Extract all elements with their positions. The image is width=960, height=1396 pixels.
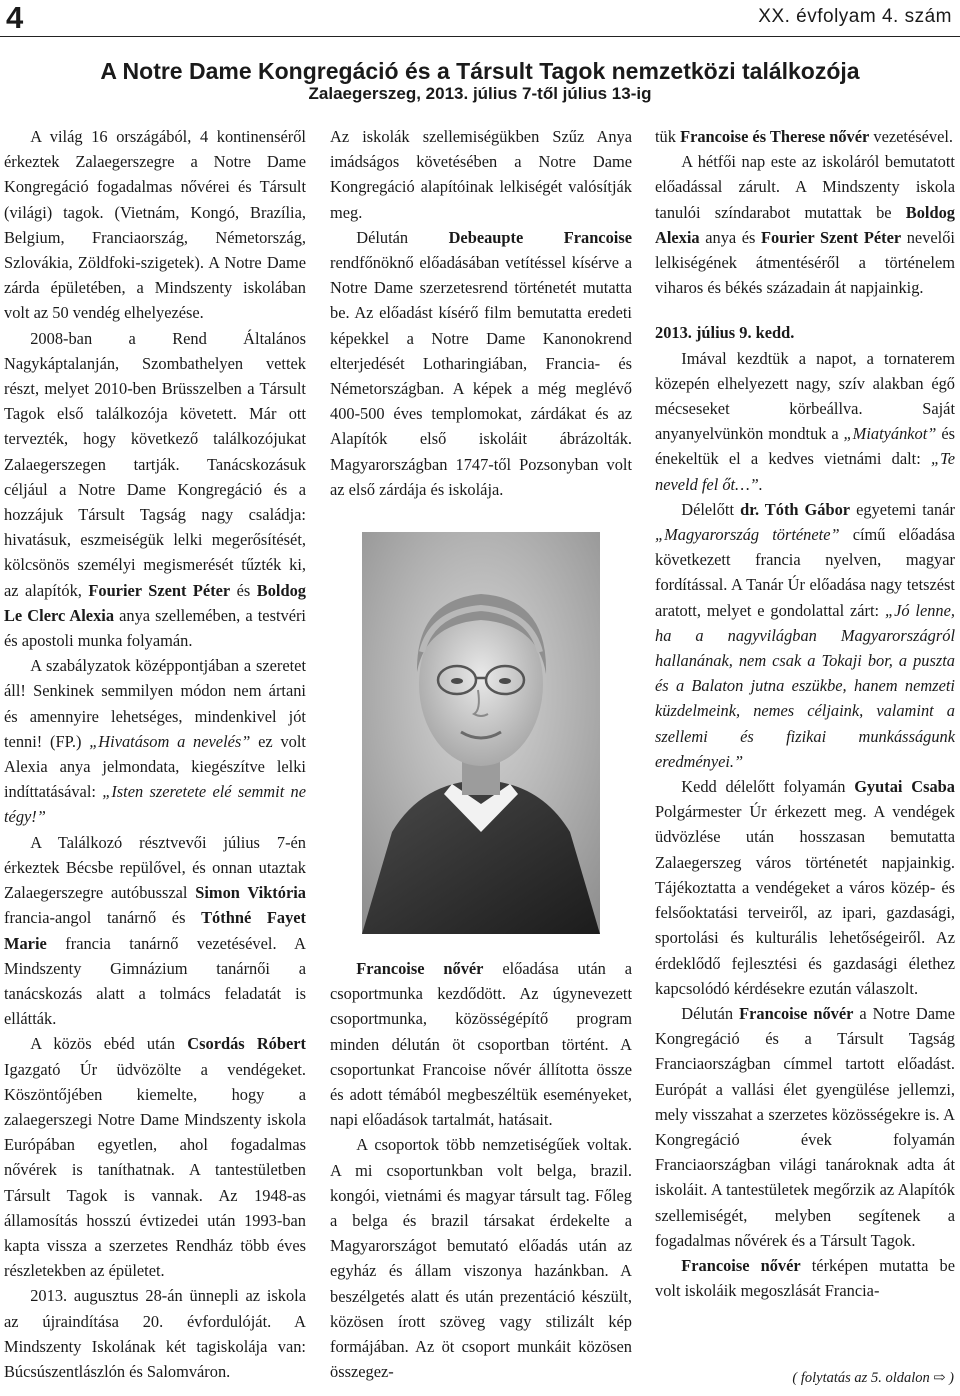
page-number: 4 [6, 0, 24, 35]
paragraph: Francoise nővér térképen mutatta be volt iskoláik megoszlását Francia- [655, 1255, 955, 1301]
paragraph: Imával kezdtük a napot, a tornaterem közepén elhelyezett nagy, szív alakban égő mécseseket körbeállva. Saját anyanyelvünkön mondtuk a „Miatyánkot” és énekeltük el a kedves vietnámi dalt: „Te neveld fel őt…”. [655, 348, 955, 494]
paragraph: A közös ebéd után Csordás Róbert Igazgató Úr üdvözölte a vendégeket. Köszöntőjében kiemelte, hogy a zalaegerszegi Notre Dame Mindszenty iskola Európában egyetlen, ahol fogadalmas nővérek is taníthatnak. A tantestületben Társult Tagok is vannak. Az 1948-as államosítás hosszú évtizedei után 1993-ban kapta vissza a szerzetes Rendház több éves részletekben az épületet. [4, 1034, 306, 1281]
paragraph: A csoportok több nemzetiségűek voltak. A mi csoportunkban volt belga, brazil. kongói, vietnámi és magyar társult tag. Főleg a belga és brazil társakat érdekelte a Magyarországot bemutató előadás után az egyház és állam viszonya hazánkban. A beszélgetés alatt és után prezentáció készült, közösen írott szöveg vagy stilizált kép formájában. Az öt csoport munkáit közösen összegez- [330, 1135, 632, 1382]
arrow-right-icon: ⇨ ) [933, 1370, 954, 1386]
header-rule [0, 36, 960, 37]
continuation-text: ( folytatás az 5. oldalon [792, 1370, 930, 1386]
page-header [0, 0, 960, 38]
paragraph: A Találkozó résztvevői július 7-én érkeztek Bécsbe repülővel, és onnan utaztak Zalaegerszegre autóbusszal Simon Viktória francia-angol tanárnő és Tóthné Fayet Marie francia tanárnő vezetésével. A Mindszenty Gimnázium tanárnői a tanácskozás alatt a tolmács feladatát is ellátták. [4, 832, 306, 1029]
text-column-2-bottom [330, 956, 632, 1384]
paragraph: tük Francoise és Therese nővér vezetésével. [655, 127, 954, 146]
article-title: A Notre Dame Kongregáció és a Társult Tagok nemzetközi találkozója [100, 58, 860, 84]
text-column-3 [655, 124, 955, 1303]
text-column-2-top [330, 124, 632, 502]
paragraph: 2013. augusztus 28-án ünnepli az iskola az újraindítása 20. évfordulóját. A Mindszenty Iskolának két tagiskolája van: Búcsúszentlászlón és Salomváron. [4, 1286, 306, 1381]
paragraph: A világ 16 országából, 4 kontinenséről érkeztek Zalaegerszegre a Notre Dame Kongregáció fogadalmas nővérei és Társult (világi) tagok. (Vietnám, Kongó, Brazília, Belgium, Franciaország, Németország, Szlovákia, Zöldfoki-szigetek). A Notre Dame zárda épületében, a Mindszenty iskolában volt az 50 vendég elhelyezése. [4, 127, 306, 323]
paragraph: Francoise nővér előadása után a csoportmunka kezdődött. Az úgynevezett csoportmunka, közösségépítő program minden délután öt csoportban történt. A csoportunkat Francoise nővér állította össze és adott témából megbeszéltük eseményeket, napi előadások tartalmát, hatásait. [330, 959, 632, 1130]
volume-label: XX. évfolyam 4. szám [758, 6, 952, 27]
section-date: 2013. július 9. kedd. [655, 323, 795, 343]
paragraph: Délután Francoise nővér a Notre Dame Kongregáció és a Társult Tagság Franciaországban címmel tartott előadást. Európát a vallási élet gyengülése jellemzi, mely visszahat a szerzetes közösségekre is. A Kongregáció évek folyamán Franciaországban világi tanároknak adta át iskoláit. A tantestületek megőrzik az Alapítók szellemiségét, melyben segítenek a fogadalmas nővérek és a Társult Tagok. [655, 1003, 955, 1250]
paragraph: Az iskolák szellemiségükben Szűz Anya imádságos követésében a Notre Dame Kongregáció alapítóinak lelkiségét valósítják meg. [330, 127, 632, 222]
paragraph: Délelőtt dr. Tóth Gábor egyetemi tanár „Magyarország története” című előadása következett francia nyelven, magyar fordítással. A Tanár Úr előadása nagy tetszést aratott, melyet e gondolattal zárt: „Jó lenne, ha a nagyvilágban Magyarországról hallanának, nem csak a Tokaji bor, a puszta és a Balaton jutna eszükbe, hanem nemzeti küzdelmeink, nemes céljaink, valamint a szellemi és fizikai munkásságunk eredményei.” [655, 499, 955, 771]
portrait-photo [362, 532, 600, 934]
paragraph: A hétfői nap este az iskoláról bemutatott előadással zárult. A Mindszenty iskola tanulói színdarabot mutattak be Boldog Alexia anya és Fourier Szent Péter nevelői lelkiségének átmentéséről a történelem viharos és békés századain át napjainkig. [655, 152, 955, 298]
paragraph: A szabályzatok középpontjában a szeretet áll! Senkinek semmilyen módon nem ártani és amennyire lehetséges, mindenkivel jót tenni! (FP.) „Hivatásom a nevelés” ez volt Alexia anya jelmondata, kiegészítve lelki indíttatásával: „Isten szeretete elé semmit ne tégy!” [4, 656, 306, 827]
text-column-1 [4, 124, 306, 1384]
paragraph: Kedd délelőtt folyamán Gyutai Csaba Polgármester Úr érkezett meg. A vendégek üdvözlése után hosszasan bemutatta Zalaegerszeg város történetét napjainkig. Tájékoztatta a vendégeket a város közép- és felsőoktatási terveiről, az ipari, gazdasági, sportolási és kulturális lehetőségeiről. Az érdeklődő fejlesztési és gazdasági élethez kapcsolódó kérdésekre ezután válaszolt. [655, 777, 955, 998]
paragraph: Délután Debeaupte Francoise rendfőnöknő előadásában vetítéssel kísérve a Notre Dame szerzetesrend történetét mutatta be. Az előadást kísérő film bemutatta eredeti képekkel a Notre Dame Kanonokrend elterjedését Lotharingiában, Francia- és Németországban. A képek a még meglévő 400-500 éves templomokat, zárdákat és az Alapítók első iskoláit ábrázolták. Magyarországban 1747-től Pozsonyban volt az első zárdája és iskolája. [330, 227, 632, 499]
continuation-note [792, 1370, 954, 1387]
paragraph: 2008-ban a Rend Általános Nagykáptalanján, Szombathelyen vettek részt, melyet 2010-ben Brüsszelben a Társult Tagok első találkozója követett. Már ott tervezték, hogy következő találkozójukat Zalaegerszegen tartják. Tanácskozásuk céljául a Notre Dame Kongregáció és a hozzájuk Társult Tagság nagy családja: hivatásuk, eszmeiségük lelki megerősítését, kölcsönös személyi megismerését tűzték ki, az alapítók, Fourier Szent Péter és Boldog Le Clerc Alexia anya szellemében, a testvéri és apostoli munka folyamán. [4, 328, 306, 651]
article-subtitle: Zalaegerszeg, 2013. július 7-től július 13-ig [308, 84, 652, 103]
